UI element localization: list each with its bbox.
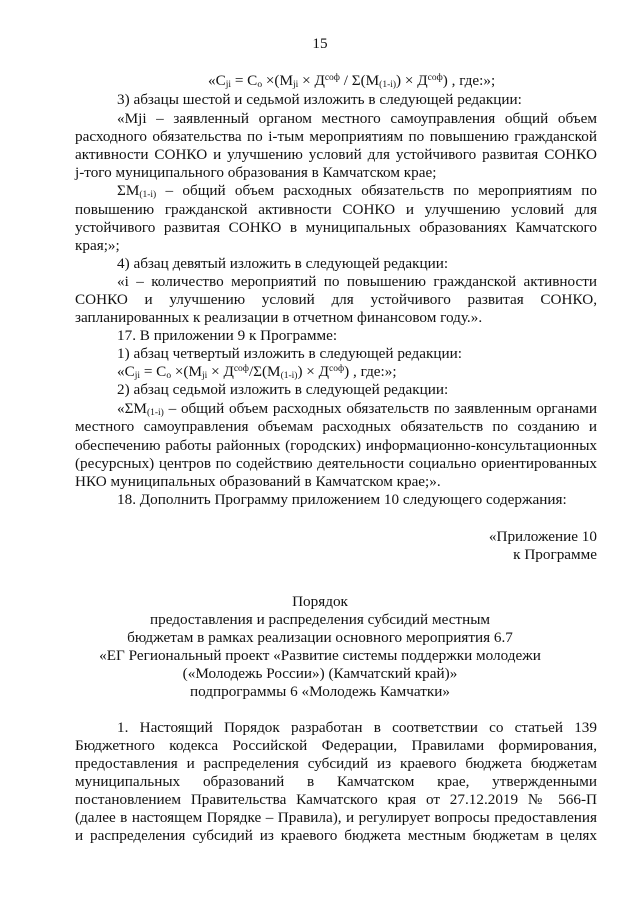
paragraph-mji-line: j-того муниципального образования в Камчатском крае;: [75, 164, 437, 181]
paragraph-sigma-line: устойчивого развитая СОНКО в муниципальных образованиях Камчатского: [75, 219, 597, 236]
paragraph-i-line: «i – количество мероприятий по повышению гражданской активности: [117, 273, 597, 290]
appendix-label: к Программе: [513, 546, 597, 563]
paragraph-sub-1: 1) абзац четвертый изложить в следующей редакции:: [117, 345, 462, 362]
paragraph-item-17: 17. В приложении 9 к Программе:: [117, 327, 338, 344]
paragraph-sigma2-line: «$\Sigma M_{(1-i)}$ – общий объем расходных обязательств по заявленным органами: [117, 400, 597, 418]
paragraph-sub-2: 2) абзац седьмой изложить в следующей редакции:: [117, 381, 449, 398]
paragraph-item-18: 18. Дополнить Программу приложением 10 следующего содержания:: [117, 491, 567, 508]
paragraph-sigma2-line: (ресурсных) центров по содействию деятельности социально ориентированных: [75, 455, 597, 472]
paragraph-sigma-line: края;»;: [75, 237, 120, 254]
paragraph-1-line: Бюджетного кодекса Российской Федерации, Правилами формирования,: [75, 737, 597, 754]
formula-2: «$C_{ji} = C_o \times(M_{ji} \times Д^{соф}/\Sigma(M_{(1-i)}) \times Д^{соф})$ , где:»;: [117, 363, 397, 381]
page-number: 15: [312, 35, 328, 52]
section-title: («Молодежь России») (Камчатский край)»: [182, 665, 458, 682]
paragraph-sigma-line: $\Sigma M_{(1-i)}$ – общий объем расходных обязательств по мероприятиям по: [117, 182, 597, 200]
appendix-label: «Приложение 10: [488, 528, 597, 545]
paragraph-1-line: (далее в настоящем Порядке – Правила), и регулирует вопросы предоставления: [75, 809, 597, 826]
section-title: бюджетам в рамках реализации основного мероприятия 6.7: [127, 629, 513, 646]
paragraph-sigma-line: повышению гражданской активности СОНКО и улучшению условий для: [75, 201, 597, 218]
paragraph-sigma2-line: обеспечению работы районных (городских) информационно-консультационных: [75, 437, 597, 454]
paragraph-1-line: предоставления и распределения субсидий из краевого бюджета бюджетам: [75, 755, 597, 772]
formula-1: «$C_{ji} = C_o \times(M_{ji} \times Д^{соф} / \Sigma(M_{(1-i)}) \times Д^{соф})$ , где:»;: [208, 72, 496, 90]
paragraph-1-line: 1. Настоящий Порядок разработан в соответствии со статьей 139: [117, 719, 597, 736]
section-title: предоставления и распределения субсидий местным: [149, 611, 491, 628]
section-title: «ЕГ Региональный проект «Развитие системы поддержки молодежи: [99, 647, 541, 664]
paragraph-1-line: муниципальных образований в Камчатском крае, утвержденными: [75, 773, 597, 790]
section-title: Порядок: [292, 593, 348, 610]
paragraph-1-line: постановлением Правительства Камчатского края от 27.12.2019 № 566-П: [75, 791, 597, 808]
paragraph-item-4: 4) абзац девятый изложить в следующей редакции:: [117, 255, 449, 272]
paragraph-i-line: СОНКО и улучшению условий для устойчивого развитая СОНКО,: [75, 291, 597, 308]
paragraph-i-line: запланированных к реализации в отчетном финансовом году.».: [75, 309, 483, 326]
section-title: подпрограммы 6 «Молодежь Камчатки»: [189, 683, 451, 700]
paragraph-item-3: 3) абзацы шестой и седьмой изложить в следующей редакции:: [117, 91, 522, 108]
paragraph-mji-line: «Mji – заявленный органом местного самоуправления общий объем: [117, 110, 597, 127]
paragraph-mji-line: расходного обязательства по i-тым мероприятиям по повышению гражданской: [75, 128, 597, 145]
paragraph-mji-line: активности СОНКО и улучшению условий для устойчивого развитая СОНКО: [75, 146, 597, 163]
paragraph-1-line: и распределения субсидий из краевого бюджета местным бюджетам в целях: [75, 827, 597, 844]
paragraph-sigma2-line: местного самоуправления объемам расходных обязательств по созданию и: [75, 418, 597, 435]
paragraph-sigma2-line: НКО муниципальных образований в Камчатском крае;».: [75, 473, 441, 490]
